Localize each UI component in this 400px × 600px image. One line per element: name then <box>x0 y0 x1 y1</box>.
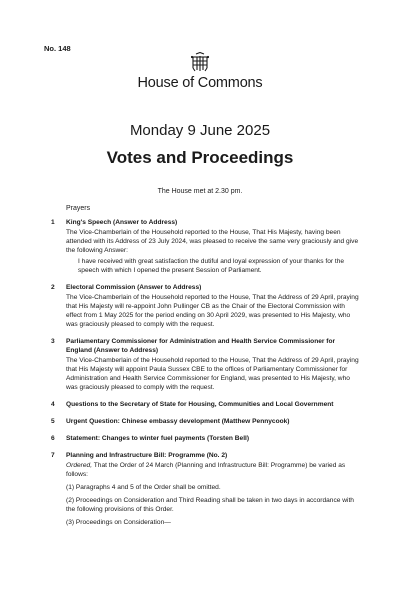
list-item <box>0 337 400 392</box>
list-item <box>0 283 400 329</box>
item-number: 1 <box>51 219 55 226</box>
prayers-label: Prayers <box>66 205 91 212</box>
item-number: 7 <box>51 452 55 459</box>
item-heading: Urgent Question: Chinese embassy development (Matthew Pennycook) <box>66 418 290 425</box>
item-heading: King's Speech (Answer to Address) <box>66 219 178 226</box>
item-number: 2 <box>51 284 55 291</box>
item-number: 6 <box>51 435 55 442</box>
list-item <box>0 417 400 426</box>
house-of-commons-wordmark: House of Commons <box>137 75 263 91</box>
ordered-text: That the Order of 24 March (Planning and Infrastructure Bill: Programme) be varied as follows: <box>66 462 346 478</box>
list-item <box>0 434 400 443</box>
sub-paragraph: (1) Paragraphs 4 and 5 of the Order shall be omitted. <box>66 484 221 491</box>
item-heading: Planning and Infrastructure Bill: Programme (No. 2) <box>66 452 228 459</box>
item-quote: I have received with great satisfaction the dutiful and loyal expression of your thanks for the speech with which I opened the present Session of Parliament. <box>78 258 345 274</box>
ordered-word: Ordered, <box>66 462 93 469</box>
item-paragraph: The Vice-Chamberlain of the Household reported to the House, That the Address of 29 April, praying that His Majesty will re-appoint John Pullinger CB as the Chair of the Electoral Commission with effect from 1 May 2025 for the period ending on 30 April 2029, was presented to His Majesty, who was graciously pleased to comply with the request. <box>66 294 359 328</box>
sitting-date: Monday 9 June 2025 <box>129 122 271 139</box>
item-number: 4 <box>51 401 55 408</box>
item-heading: Statement: Changes to winter fuel payments (Torsten Bell) <box>66 435 250 442</box>
portcullis-icon <box>190 52 210 74</box>
sub-paragraph: (3) Proceedings on Consideration— <box>66 519 171 526</box>
item-heading: Electoral Commission (Answer to Address) <box>66 284 202 291</box>
proceedings-list <box>0 218 400 535</box>
item-number: 3 <box>51 338 55 345</box>
list-item <box>0 218 400 275</box>
item-paragraph: The Vice-Chamberlain of the Household reported to the House, That the Address of 29 April, praying that His Majesty will appoint Paula Sussex CBE to the offices of Parliamentary Commissioner for Administration and Health Service Commissioner for England, was presented to His Majesty, who was graciously pleased to comply with the request. <box>66 357 359 391</box>
item-number: 5 <box>51 418 55 425</box>
list-item <box>0 451 400 527</box>
item-paragraph <box>66 461 360 479</box>
sub-paragraph: (2) Proceedings on Consideration and Third Reading shall be taken in two days in accordance with the following provisions of this Order. <box>66 497 354 513</box>
item-heading: Questions to the Secretary of State for Housing, Communities and Local Government <box>66 401 334 408</box>
list-item <box>0 400 400 409</box>
document-number: No. 148 <box>44 44 71 53</box>
logo <box>0 52 400 91</box>
house-met-time: The House met at 2.30 pm. <box>157 188 243 195</box>
page-title: Votes and Proceedings <box>106 148 294 167</box>
item-paragraph: The Vice-Chamberlain of the Household reported to the House, That His Majesty, having been attended with its Address of 23 July 2024, was pleased to receive the same very graciously and give the following Answer: <box>66 229 359 254</box>
item-heading: Parliamentary Commissioner for Administration and Health Service Commissioner for England (Answer to Address) <box>66 338 336 354</box>
